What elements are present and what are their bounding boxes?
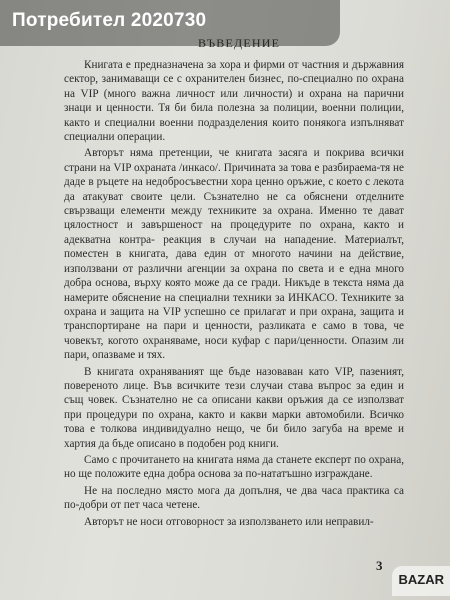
user-watermark-text: Потребител 2020730 xyxy=(12,10,207,31)
paragraph: Авторът не носи отговорност за използването или неправил- xyxy=(84,515,374,528)
user-watermark xyxy=(0,0,340,46)
body-text xyxy=(64,58,404,531)
paragraph: Авторът няма претенции, че книгата засяга и покрива всички страни на VIP охраната /инкасо/. Причината за това е разбираема-тя не даде в ръцете на недобросъвестни хора ценно оръжие, с което с лекота да атакуват своите цели. Съзнателно не са обяснени отделните свързващи елементи между техниките за охрана. Именно те дават цялостност и завършеност на процедурите по охрана, както и адекватна контра- реакция в случаи на нападение. Материалът, поместен в книгата, дава един от многото начини на действие, използвани от различни агенции за охрана по света и е една много добра основа, върху която може да се гради. Никъде в текста няма да намерите обяснение на специални техники за ИНКАСО. Техниките за охрана и защита на VIP успешно се прилагат и при охрана, защита и транспортиране на пари и ценности, разликата е само в това, че човекът, когото охраняваме, носи куфар с пари/ценности. Опазим ли пари, опазваме и тях. xyxy=(64,147,404,362)
paragraph: Не на последно място мога да допълня, че два часа практика са по-добри от пет часа четене. xyxy=(64,484,404,512)
paragraph: В книгата охраняваният ще бъде назоваван като VIP, пазеният, повереното лице. Във всичките тези случаи става въпрос за един и същ човек. Съзнателно не са описани какви оръжия да се използват при процедури по охрана, както и какви марки автомобили. Всичко това е толкова индивидуално нещо, че би било загуба на време и хартия да бъде описано в подобен род книги. xyxy=(64,365,404,450)
bazar-logo xyxy=(388,566,450,600)
logo-text: BAZAR xyxy=(398,572,444,587)
chapter-heading: ВЪВЕДЕНИЕ xyxy=(198,36,281,50)
page-number: 3 xyxy=(376,558,383,573)
paragraph: Книгата е предназначена за хора и фирми от частния и държавния сектор, занимаващи се с охранителен бизнес, по-специално по охрана на VIP (много важна личност или личности) и охрана на парични знаци и ценности. Тя би била полезна за полиции, военни полиции, както и специални военни подразделения които понякога изпълняват специални операции. xyxy=(64,59,404,144)
paragraph: Само с прочитането на книгата няма да станете експерт по охрана, но ще положите една добра основа за по-нататъшно изграждане. xyxy=(64,453,404,481)
